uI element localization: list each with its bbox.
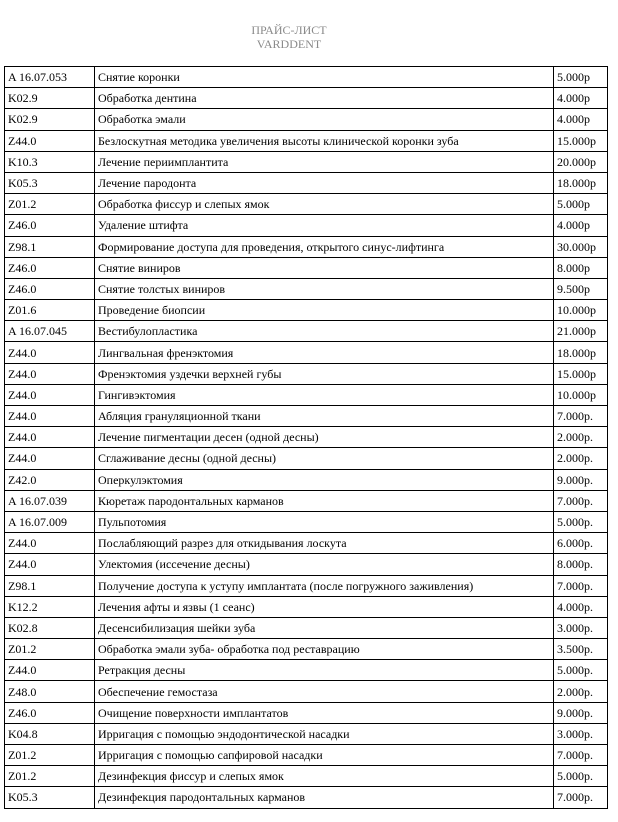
service-price-cell: 7.000р. xyxy=(554,745,608,766)
service-code-cell: K02.8 xyxy=(5,617,95,638)
table-row xyxy=(5,427,608,448)
service-code-cell: Z01.6 xyxy=(5,300,95,321)
service-price-cell: 20.000р xyxy=(554,151,608,172)
service-price-cell: 10.000р xyxy=(554,300,608,321)
service-code-cell: Z44.0 xyxy=(5,660,95,681)
service-price-cell: 7.000р. xyxy=(554,490,608,511)
service-code-cell: K02.9 xyxy=(5,88,95,109)
service-name-cell: Лечения афты и язвы (1 сеанс) xyxy=(95,596,554,617)
service-code-cell: Z98.1 xyxy=(5,575,95,596)
document-header xyxy=(0,23,578,51)
service-price-cell: 3.000р. xyxy=(554,617,608,638)
service-price-cell: 6.000р. xyxy=(554,533,608,554)
price-table xyxy=(4,66,608,809)
table-row xyxy=(5,67,608,88)
table-row xyxy=(5,745,608,766)
service-code-cell: Z44.0 xyxy=(5,448,95,469)
service-code-cell: Z46.0 xyxy=(5,257,95,278)
service-price-cell: 5.000р xyxy=(554,67,608,88)
table-row xyxy=(5,88,608,109)
service-name-cell: Получение доступа к уступу имплантата (после погружного заживления) xyxy=(95,575,554,596)
service-name-cell: Снятие коронки xyxy=(95,67,554,88)
service-name-cell: Ирригация с помощью сапфировой насадки xyxy=(95,745,554,766)
service-price-cell: 9.000р. xyxy=(554,469,608,490)
table-row xyxy=(5,448,608,469)
service-code-cell: Z42.0 xyxy=(5,469,95,490)
table-row xyxy=(5,151,608,172)
service-name-cell: Кюретаж пародонтальных карманов xyxy=(95,490,554,511)
service-code-cell: Z44.0 xyxy=(5,363,95,384)
service-price-cell: 30.000р xyxy=(554,236,608,257)
service-code-cell: Z01.2 xyxy=(5,766,95,787)
service-price-cell: 7.000р. xyxy=(554,787,608,808)
service-name-cell: Лечение периимплантита xyxy=(95,151,554,172)
table-row xyxy=(5,130,608,151)
service-name-cell: Улектомия (иссечение десны) xyxy=(95,554,554,575)
service-price-cell: 3.000р. xyxy=(554,723,608,744)
table-row xyxy=(5,766,608,787)
table-row xyxy=(5,257,608,278)
service-name-cell: Обработка фиссур и слепых ямок xyxy=(95,194,554,215)
service-price-cell: 10.000р xyxy=(554,384,608,405)
service-code-cell: A 16.07.053 xyxy=(5,67,95,88)
service-price-cell: 15.000р xyxy=(554,363,608,384)
service-name-cell: Лечение пигментации десен (одной десны) xyxy=(95,427,554,448)
table-row xyxy=(5,787,608,808)
service-price-cell: 4.000р xyxy=(554,215,608,236)
table-row xyxy=(5,533,608,554)
service-name-cell: Оперкулэктомия xyxy=(95,469,554,490)
service-name-cell: Френэктомия уздечки верхней губы xyxy=(95,363,554,384)
service-price-cell: 18.000р xyxy=(554,172,608,193)
service-code-cell: Z46.0 xyxy=(5,278,95,299)
table-row xyxy=(5,342,608,363)
service-name-cell: Гингивэктомия xyxy=(95,384,554,405)
service-price-cell: 9.500р xyxy=(554,278,608,299)
service-code-cell: Z44.0 xyxy=(5,130,95,151)
service-code-cell: Z44.0 xyxy=(5,384,95,405)
table-row xyxy=(5,702,608,723)
service-name-cell: Лечение пародонта xyxy=(95,172,554,193)
service-price-cell: 4.000р. xyxy=(554,596,608,617)
service-code-cell: Z01.2 xyxy=(5,745,95,766)
service-code-cell: Z46.0 xyxy=(5,702,95,723)
table-row xyxy=(5,406,608,427)
service-name-cell: Обеспечение гемостаза xyxy=(95,681,554,702)
table-row xyxy=(5,723,608,744)
service-price-cell: 5.000р. xyxy=(554,511,608,532)
service-price-cell: 2.000р. xyxy=(554,448,608,469)
table-row xyxy=(5,554,608,575)
service-price-cell: 21.000р xyxy=(554,321,608,342)
service-name-cell: Пульпотомия xyxy=(95,511,554,532)
service-code-cell: Z44.0 xyxy=(5,554,95,575)
service-price-cell: 5.000р. xyxy=(554,660,608,681)
table-row xyxy=(5,278,608,299)
service-name-cell: Проведение биопсии xyxy=(95,300,554,321)
table-row xyxy=(5,215,608,236)
service-code-cell: K04.8 xyxy=(5,723,95,744)
service-price-cell: 5.000р xyxy=(554,194,608,215)
service-code-cell: Z98.1 xyxy=(5,236,95,257)
service-code-cell: K05.3 xyxy=(5,787,95,808)
service-name-cell: Формирование доступа для проведения, открытого синус-лифтинга xyxy=(95,236,554,257)
service-code-cell: Z44.0 xyxy=(5,427,95,448)
table-row xyxy=(5,596,608,617)
service-name-cell: Обработка эмали зуба- обработка под реставрацию xyxy=(95,639,554,660)
table-row xyxy=(5,511,608,532)
service-name-cell: Снятие толстых виниров xyxy=(95,278,554,299)
table-row xyxy=(5,172,608,193)
service-name-cell: Ретракция десны xyxy=(95,660,554,681)
service-price-cell: 9.000р. xyxy=(554,702,608,723)
clinic-name: VARDDENT xyxy=(256,37,322,51)
service-price-cell: 8.000р. xyxy=(554,554,608,575)
table-row xyxy=(5,321,608,342)
service-name-cell: Абляция грануляционной ткани xyxy=(95,406,554,427)
service-code-cell: K02.9 xyxy=(5,109,95,130)
service-name-cell: Сглаживание десны (одной десны) xyxy=(95,448,554,469)
table-row xyxy=(5,300,608,321)
service-price-cell: 18.000р xyxy=(554,342,608,363)
service-code-cell: A 16.07.039 xyxy=(5,490,95,511)
table-row xyxy=(5,363,608,384)
document-title: ПРАЙС-ЛИСТ xyxy=(251,23,327,37)
service-price-cell: 7.000р. xyxy=(554,406,608,427)
service-code-cell: A 16.07.009 xyxy=(5,511,95,532)
service-code-cell: K05.3 xyxy=(5,172,95,193)
service-name-cell: Обработка эмали xyxy=(95,109,554,130)
service-code-cell: K12.2 xyxy=(5,596,95,617)
table-row xyxy=(5,194,608,215)
service-price-cell: 2.000р. xyxy=(554,427,608,448)
service-price-cell: 15.000р xyxy=(554,130,608,151)
table-row xyxy=(5,660,608,681)
service-code-cell: K10.3 xyxy=(5,151,95,172)
service-code-cell: Z01.2 xyxy=(5,194,95,215)
table-row xyxy=(5,575,608,596)
table-row xyxy=(5,236,608,257)
service-price-cell: 8.000р xyxy=(554,257,608,278)
service-name-cell: Безлоскутная методика увеличения высоты клинической коронки зуба xyxy=(95,130,554,151)
table-row xyxy=(5,469,608,490)
service-price-cell: 7.000р. xyxy=(554,575,608,596)
service-price-cell: 4.000р xyxy=(554,109,608,130)
table-row xyxy=(5,617,608,638)
service-code-cell: Z48.0 xyxy=(5,681,95,702)
service-code-cell: Z46.0 xyxy=(5,215,95,236)
service-name-cell: Ирригация с помощью эндодонтической насадки xyxy=(95,723,554,744)
service-code-cell: A 16.07.045 xyxy=(5,321,95,342)
service-code-cell: Z44.0 xyxy=(5,406,95,427)
service-code-cell: Z01.2 xyxy=(5,639,95,660)
table-row xyxy=(5,384,608,405)
table-row xyxy=(5,681,608,702)
service-code-cell: Z44.0 xyxy=(5,342,95,363)
table-row xyxy=(5,109,608,130)
service-price-cell: 2.000р. xyxy=(554,681,608,702)
price-table-body xyxy=(5,67,608,809)
service-name-cell: Десенсибилизация шейки зуба xyxy=(95,617,554,638)
service-name-cell: Послабляющий разрез для откидывания лоскута xyxy=(95,533,554,554)
service-name-cell: Удаление штифта xyxy=(95,215,554,236)
service-name-cell: Дезинфекция фиссур и слепых ямок xyxy=(95,766,554,787)
service-name-cell: Очищение поверхности имплантатов xyxy=(95,702,554,723)
table-row xyxy=(5,490,608,511)
service-name-cell: Снятие виниров xyxy=(95,257,554,278)
service-name-cell: Обработка дентина xyxy=(95,88,554,109)
service-code-cell: Z44.0 xyxy=(5,533,95,554)
service-name-cell: Лингвальная френэктомия xyxy=(95,342,554,363)
service-price-cell: 4.000р xyxy=(554,88,608,109)
table-row xyxy=(5,639,608,660)
service-price-cell: 5.000р. xyxy=(554,766,608,787)
service-name-cell: Дезинфекция пародонтальных карманов xyxy=(95,787,554,808)
service-price-cell: 3.500р. xyxy=(554,639,608,660)
service-name-cell: Вестибулопластика xyxy=(95,321,554,342)
